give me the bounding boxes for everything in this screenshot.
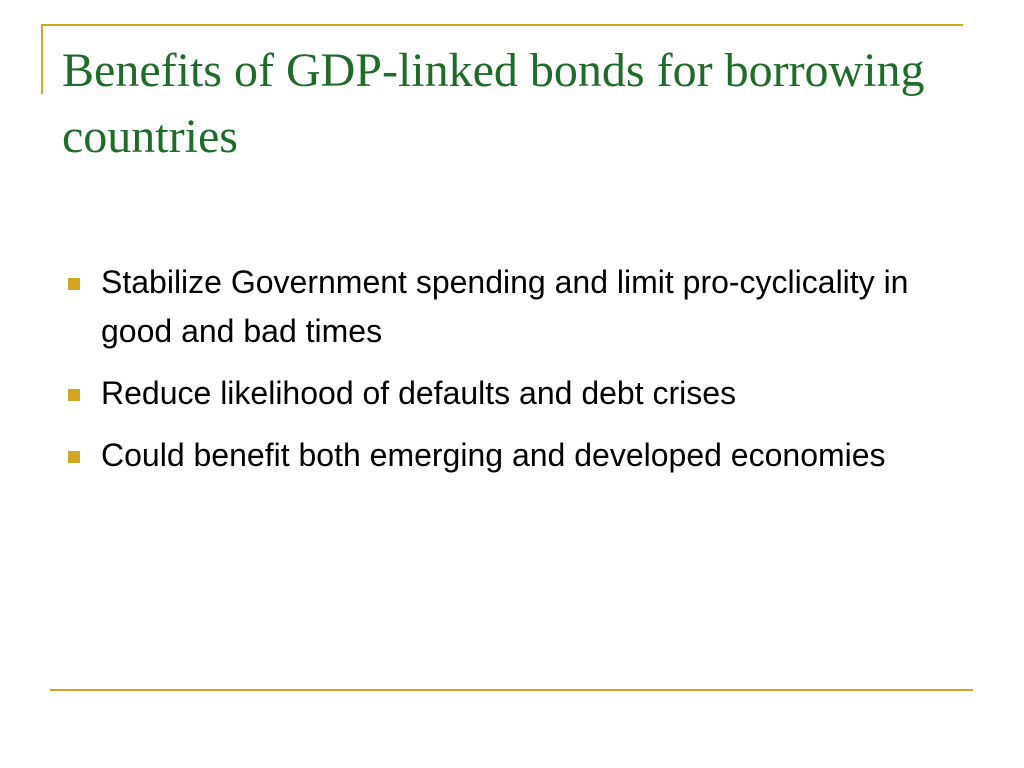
bullet-item: [62, 369, 962, 418]
title-frame-left-rule: [41, 24, 43, 94]
bullet-item: [62, 258, 962, 356]
square-bullet-icon: [68, 278, 80, 290]
bullet-text: Stabilize Government spending and limit pro-cyclicality in good and bad times: [101, 264, 909, 349]
title-frame-top-rule: [41, 24, 963, 26]
bullet-text: Reduce likelihood of defaults and debt crises: [101, 375, 737, 411]
bullet-item: [62, 431, 962, 480]
footer-divider: [50, 689, 973, 691]
slide-title: Benefits of GDP-linked bonds for borrowing countries: [62, 44, 925, 163]
bullet-text: Could benefit both emerging and developed economies: [101, 437, 886, 473]
bullet-list: [62, 258, 962, 493]
square-bullet-icon: [68, 451, 80, 463]
square-bullet-icon: [68, 389, 80, 401]
